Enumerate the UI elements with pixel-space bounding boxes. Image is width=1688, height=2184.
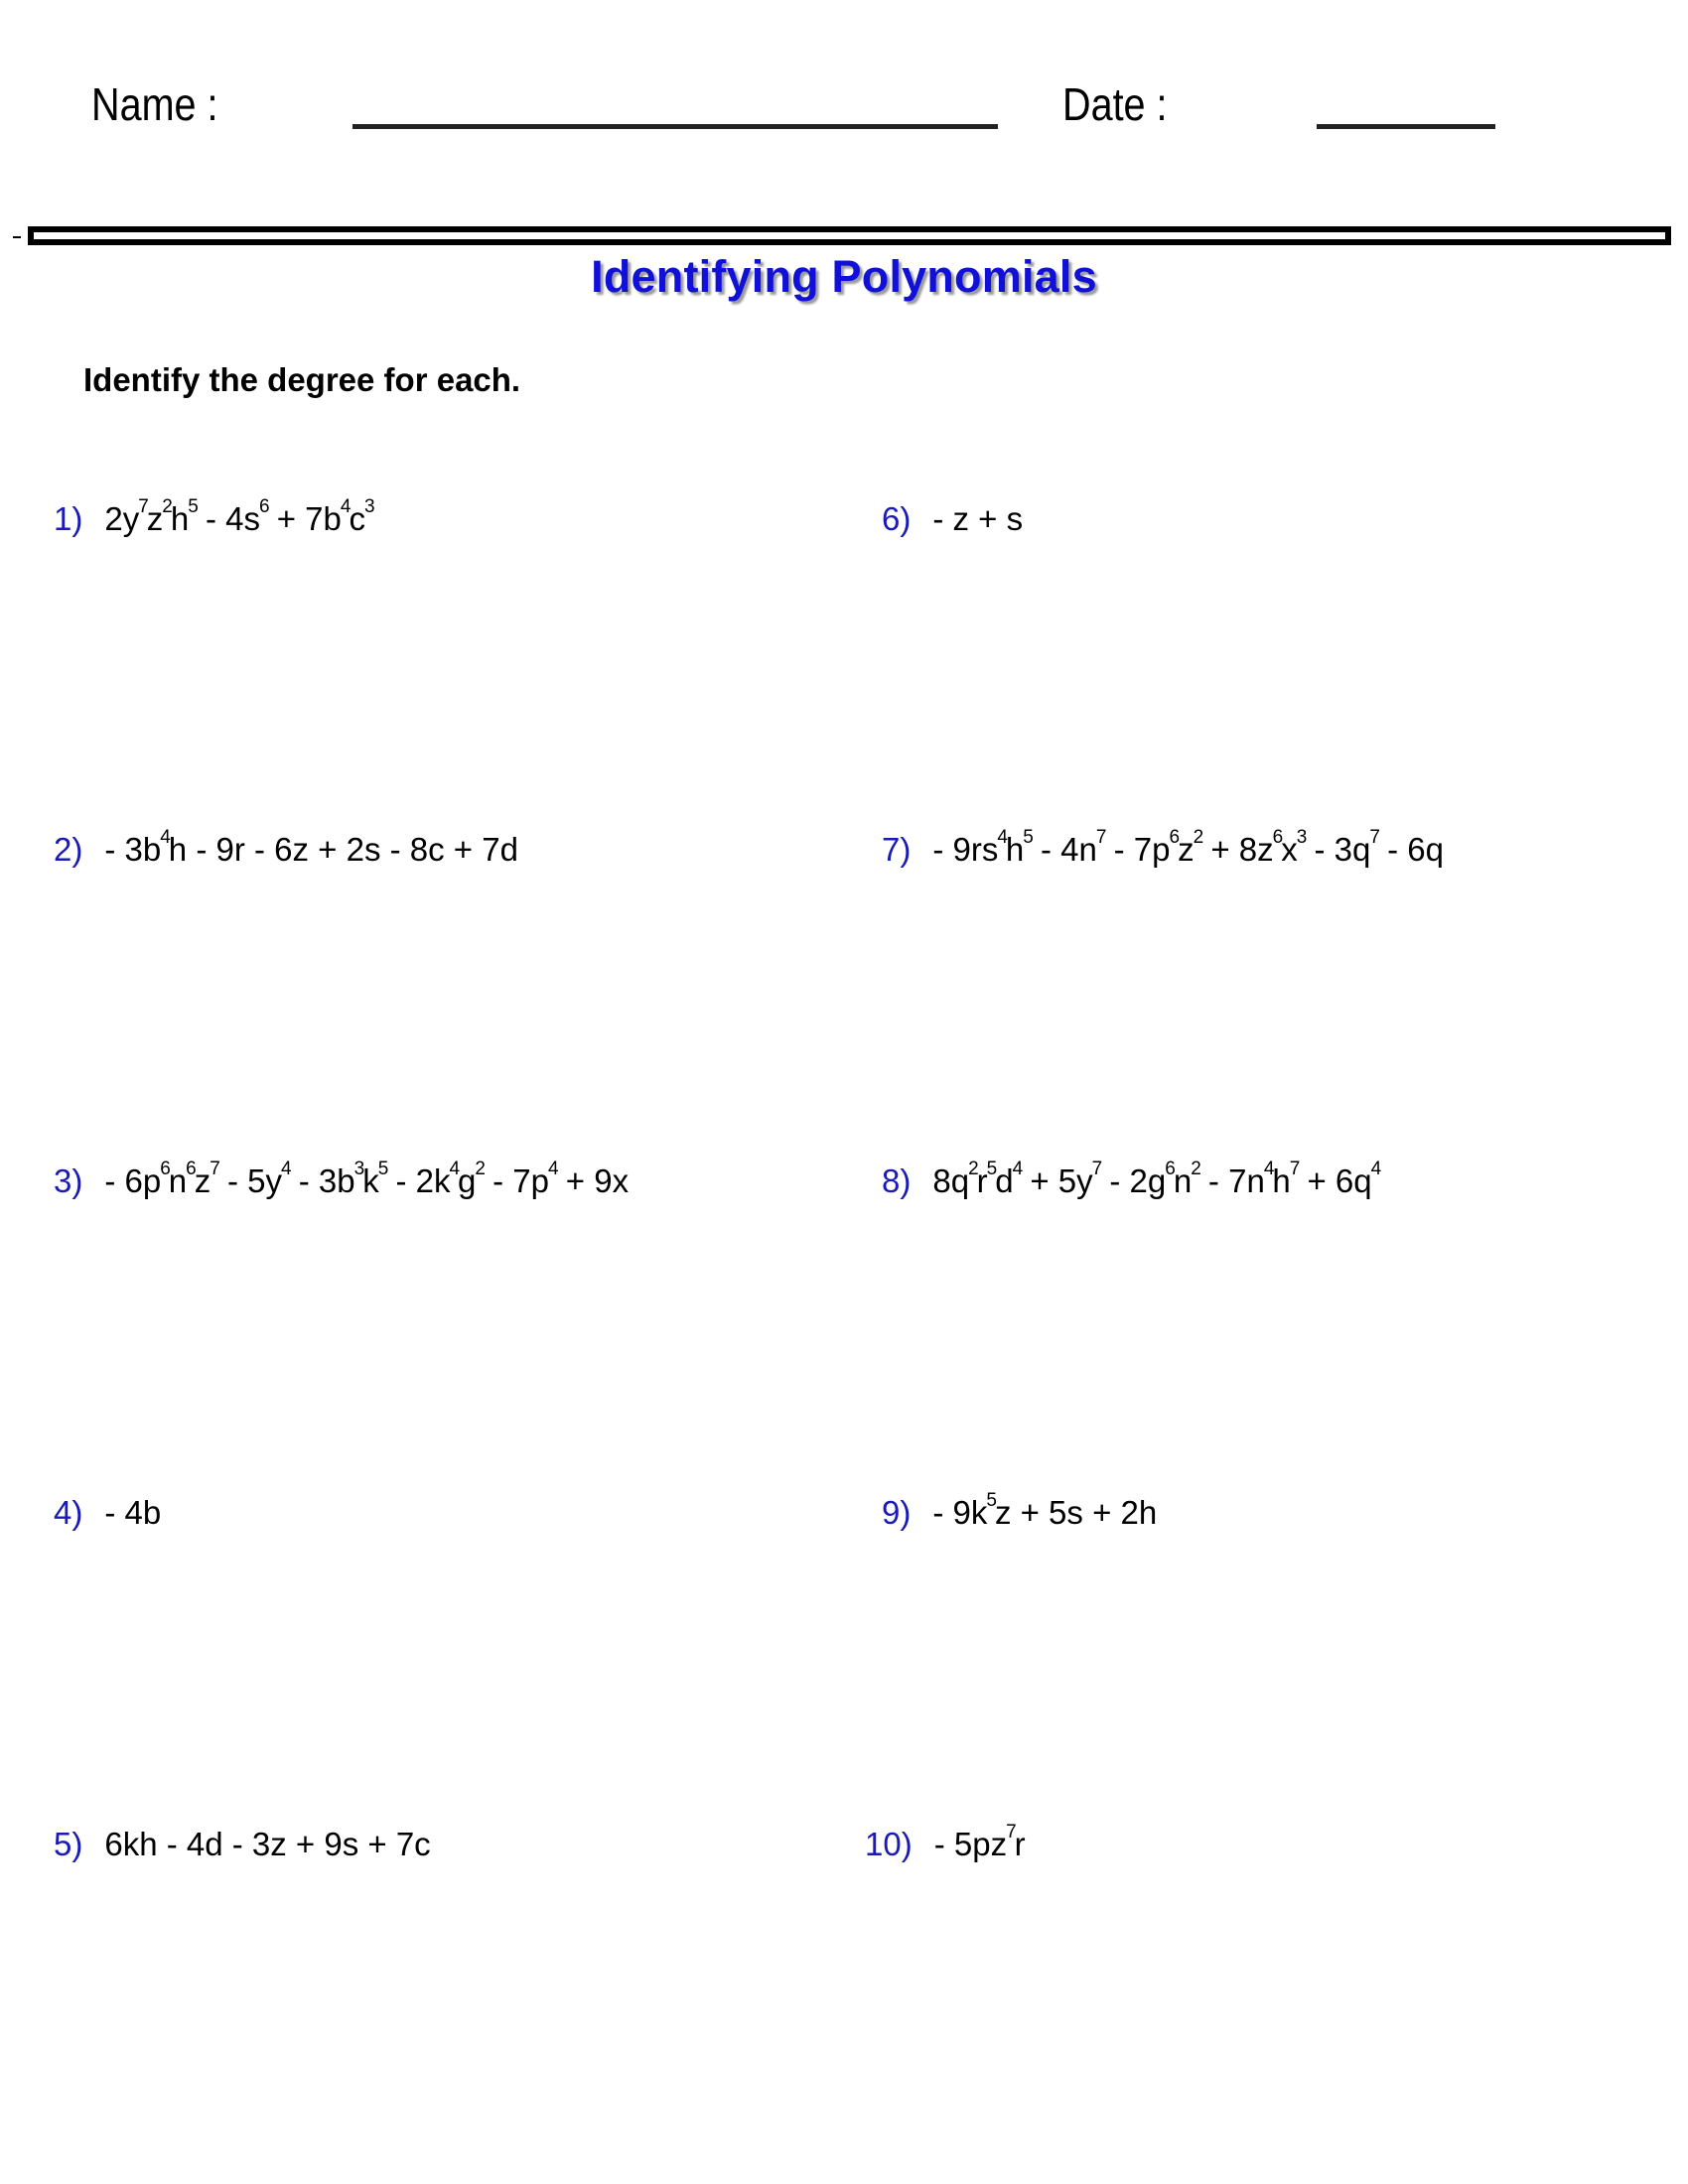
- exponent: 2: [475, 1159, 486, 1179]
- problem-8: [882, 1159, 1382, 1207]
- exponent: 6: [186, 1159, 197, 1179]
- exponent: 5: [986, 1490, 997, 1511]
- name-input-line[interactable]: [352, 124, 998, 129]
- problem-1: [54, 496, 375, 545]
- exponent: 2: [162, 496, 173, 517]
- problem-expression: $8q^2r^5d^4 + 5y^7 - 2g^6n^2 - 7n^4h^7 + 6q^4$: [932, 1159, 1382, 1199]
- problem-7: [882, 827, 1444, 876]
- problem-3: [54, 1161, 629, 1207]
- exponent: 4: [340, 496, 352, 517]
- problem-expression: - $9k^5z + 5s + 2h$: [932, 1490, 1158, 1531]
- problem-4: [54, 1493, 161, 1533]
- date-input-line[interactable]: [1317, 124, 1495, 129]
- problem-expression: - z + s: [932, 500, 1024, 537]
- problem-number: 1): [54, 500, 83, 537]
- exponent: 6: [1165, 1159, 1176, 1179]
- exponent: 7: [210, 1159, 220, 1179]
- exponent: 4: [548, 1159, 559, 1179]
- name-label: Name :: [91, 78, 218, 130]
- exponent: 5: [377, 1159, 389, 1179]
- problem-number: 5): [54, 1826, 83, 1862]
- date-label: Date :: [1062, 78, 1168, 130]
- exponent: 7: [138, 496, 149, 517]
- problem-number: 8): [882, 1162, 912, 1199]
- problem-expression: - 4b: [104, 1494, 162, 1531]
- problem-9: [882, 1490, 1158, 1539]
- exponent: 6: [258, 496, 270, 517]
- exponent: 4: [449, 1159, 461, 1179]
- problem-5: [54, 1825, 431, 1864]
- problem-number: 7): [882, 831, 912, 868]
- exponent: 6: [1272, 827, 1284, 848]
- margin-dash: [13, 236, 21, 238]
- problem-expression: 6kh - 4d - 3z + 9s + 7c: [104, 1826, 431, 1862]
- problem-number: 10): [865, 1826, 913, 1862]
- exponent: 5: [1023, 827, 1034, 848]
- exponent: 7: [1091, 1159, 1103, 1179]
- problem-6: [882, 499, 1023, 539]
- exponent: 3: [353, 1159, 365, 1179]
- instruction-text: Identify the degree for each.: [83, 361, 521, 398]
- exponent: 7: [1369, 827, 1380, 848]
- exponent: 2: [968, 1159, 979, 1179]
- problem-expression: $2y^7z^2h^5 - 4s^6 + 7b^4c^3$: [104, 496, 375, 537]
- exponent: 5: [986, 1159, 998, 1179]
- exponent: 4: [160, 827, 171, 848]
- exponent: 7: [1095, 827, 1107, 848]
- problem-expression: - $5pz^7r$: [933, 1822, 1026, 1862]
- exponent: 6: [1169, 827, 1181, 848]
- exponent: 4: [1263, 1159, 1275, 1179]
- exponent: 6: [160, 1159, 171, 1179]
- exponent: 4: [1370, 1159, 1382, 1179]
- title-divider-bar: [28, 226, 1671, 245]
- exponent: 3: [363, 496, 375, 517]
- exponent: 4: [281, 1159, 292, 1179]
- problem-number: 9): [882, 1494, 912, 1531]
- problem-expression: - $9rs^4h^5 - 4n^7 - 7p^6z^2 + 8z^6x^3 - 3q^7 - 6q$: [932, 827, 1444, 868]
- exponent: 4: [1012, 1159, 1024, 1179]
- exponent: 5: [188, 496, 199, 517]
- problem-10: [865, 1822, 1026, 1870]
- exponent: 7: [1289, 1159, 1301, 1179]
- problem-expression: - $6p^6n^6z^7 - 5y^4 - 3b^3k^5 - 2k^4g^2 - 7p^4 + 9x$: [104, 1159, 630, 1199]
- problem-number: 4): [54, 1494, 83, 1531]
- problem-2: [54, 827, 518, 876]
- exponent: 2: [1193, 827, 1204, 848]
- exponent: 7: [1006, 1822, 1017, 1843]
- problem-number: 3): [54, 1162, 83, 1199]
- problem-number: 6): [882, 500, 912, 537]
- problem-expression: - $3b^4h - 9r - 6z + 2s - 8c + 7d$: [104, 827, 518, 868]
- problem-number: 2): [54, 831, 83, 868]
- exponent: 2: [1191, 1159, 1201, 1179]
- exponent: 3: [1296, 827, 1308, 848]
- exponent: 4: [997, 827, 1008, 848]
- worksheet-title: Identifying Polynomials: [591, 251, 1097, 302]
